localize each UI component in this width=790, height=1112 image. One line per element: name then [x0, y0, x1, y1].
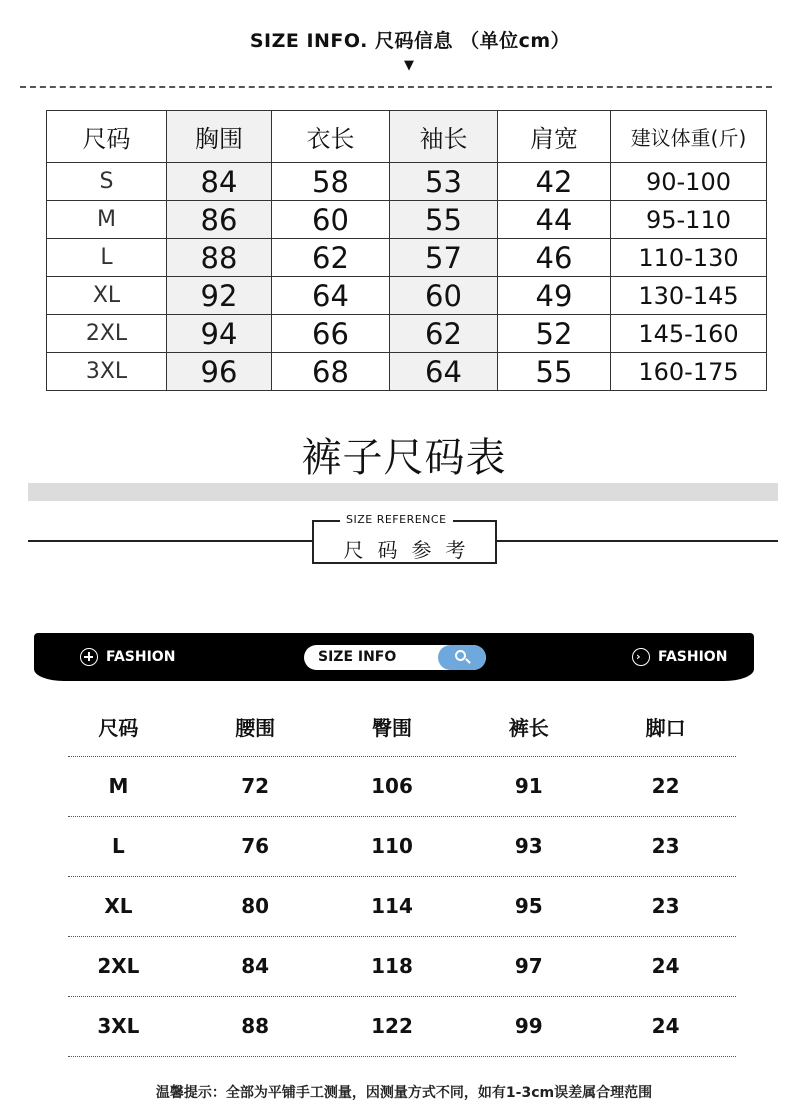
ref-line-left — [28, 540, 312, 542]
chest-cell: 92 — [167, 277, 272, 315]
size-reference-caption: SIZE REFERENCE — [340, 513, 453, 526]
hem-cell: 22 — [651, 774, 680, 798]
pants-header-hem: 脚口 — [645, 716, 686, 740]
size-cell: 3XL — [97, 1014, 140, 1038]
hem-cell: 23 — [651, 894, 680, 918]
sleeve-cell: 64 — [390, 353, 498, 391]
table-row — [50, 936, 734, 996]
hem-cell: 24 — [651, 954, 680, 978]
dashed-divider — [20, 86, 772, 88]
measurement-note: 温馨提示：全部为平铺手工测量，因测量方式不同，如有1-3cm误差属合理范围 — [155, 1085, 653, 1101]
chest-cell: 94 — [167, 315, 272, 353]
pants-header-waist: 腰围 — [235, 716, 276, 740]
size-reference-box — [312, 513, 497, 564]
table-row — [50, 876, 734, 936]
size-cell: 3XL — [47, 353, 167, 391]
gray-band-divider — [28, 483, 778, 501]
plus-circle-icon — [80, 648, 98, 666]
chevron-right-circle-icon: › — [632, 648, 650, 666]
size-info-title: SIZE INFO. 尺码信息 （单位cm） — [249, 30, 571, 52]
weight-cell: 90-100 — [611, 163, 767, 201]
top-header-length: 衣长 — [272, 111, 390, 163]
fashion-right — [632, 648, 727, 666]
length-cell: 68 — [272, 353, 390, 391]
chest-cell: 86 — [167, 201, 272, 239]
shoulder-cell: 46 — [498, 239, 611, 277]
table-row — [47, 277, 767, 315]
top-header-size: 尺码 — [47, 111, 167, 163]
top-header-sleeve: 袖长 — [390, 111, 498, 163]
size-cell: 2XL — [97, 954, 140, 978]
size-info-search-label: SIZE INFO — [318, 649, 397, 665]
weight-cell: 95-110 — [611, 201, 767, 239]
size-cell: XL — [47, 277, 167, 315]
length-cell: 64 — [272, 277, 390, 315]
pants-header-hip: 臀围 — [371, 716, 412, 740]
weight-cell: 160-175 — [611, 353, 767, 391]
chest-cell: 88 — [167, 239, 272, 277]
length-cell: 66 — [272, 315, 390, 353]
top-table-header-row — [47, 111, 767, 163]
length-cell: 93 — [514, 834, 543, 858]
pants-table-header-row — [50, 700, 734, 756]
fashion-banner — [34, 633, 754, 681]
length-cell: 97 — [514, 954, 543, 978]
hip-cell: 122 — [371, 1014, 413, 1038]
sleeve-cell: 53 — [390, 163, 498, 201]
size-cell: XL — [104, 894, 133, 918]
pants-size-title: 裤子尺码表 — [301, 435, 507, 481]
waist-cell: 80 — [241, 894, 270, 918]
table-row — [47, 163, 767, 201]
fashion-right-label: FASHION — [658, 649, 728, 665]
table-row — [50, 816, 734, 876]
hip-cell: 110 — [371, 834, 413, 858]
shoulder-cell: 44 — [498, 201, 611, 239]
size-reference-label: 尺码参考 — [343, 538, 480, 562]
shoulder-cell: 55 — [498, 353, 611, 391]
shoulder-cell: 52 — [498, 315, 611, 353]
size-info-search[interactable] — [304, 645, 486, 670]
pants-size-table — [50, 700, 734, 1056]
weight-cell: 145-160 — [611, 315, 767, 353]
shoulder-cell: 42 — [498, 163, 611, 201]
waist-cell: 76 — [241, 834, 270, 858]
size-cell: L — [112, 834, 125, 858]
hip-cell: 114 — [371, 894, 413, 918]
hip-cell: 106 — [371, 774, 413, 798]
size-cell: M — [108, 774, 129, 798]
sleeve-cell: 62 — [390, 315, 498, 353]
length-cell: 58 — [272, 163, 390, 201]
down-arrow-icon: ▼ — [404, 58, 414, 73]
hem-cell: 23 — [651, 834, 680, 858]
ref-line-right — [497, 540, 778, 542]
length-cell: 95 — [514, 894, 543, 918]
size-cell: 2XL — [47, 315, 167, 353]
waist-cell: 72 — [241, 774, 270, 798]
dotted-divider — [68, 1056, 736, 1057]
top-header-shoulder: 肩宽 — [498, 111, 611, 163]
waist-cell: 84 — [241, 954, 270, 978]
length-cell: 60 — [272, 201, 390, 239]
hem-cell: 24 — [651, 1014, 680, 1038]
table-row — [50, 996, 734, 1056]
weight-cell: 130-145 — [611, 277, 767, 315]
top-header-weight: 建议体重(斤) — [611, 111, 767, 163]
top-size-table — [46, 110, 767, 391]
chest-cell: 96 — [167, 353, 272, 391]
pants-header-size: 尺码 — [98, 716, 139, 740]
length-cell: 62 — [272, 239, 390, 277]
table-row — [47, 315, 767, 353]
shoulder-cell: 49 — [498, 277, 611, 315]
length-cell: 91 — [514, 774, 543, 798]
search-button[interactable] — [438, 645, 486, 670]
fashion-left — [80, 648, 175, 666]
hip-cell: 118 — [371, 954, 413, 978]
weight-cell: 110-130 — [611, 239, 767, 277]
waist-cell: 88 — [241, 1014, 270, 1038]
table-row — [47, 201, 767, 239]
pants-header-length: 裤长 — [508, 716, 549, 740]
top-header-chest: 胸围 — [167, 111, 272, 163]
size-cell: M — [47, 201, 167, 239]
chest-cell: 84 — [167, 163, 272, 201]
size-cell: S — [47, 163, 167, 201]
size-cell: L — [47, 239, 167, 277]
length-cell: 99 — [514, 1014, 543, 1038]
table-row — [50, 756, 734, 816]
sleeve-cell: 57 — [390, 239, 498, 277]
table-row — [47, 353, 767, 391]
table-row — [47, 239, 767, 277]
sleeve-cell: 55 — [390, 201, 498, 239]
fashion-left-label: FASHION — [106, 649, 176, 665]
sleeve-cell: 60 — [390, 277, 498, 315]
